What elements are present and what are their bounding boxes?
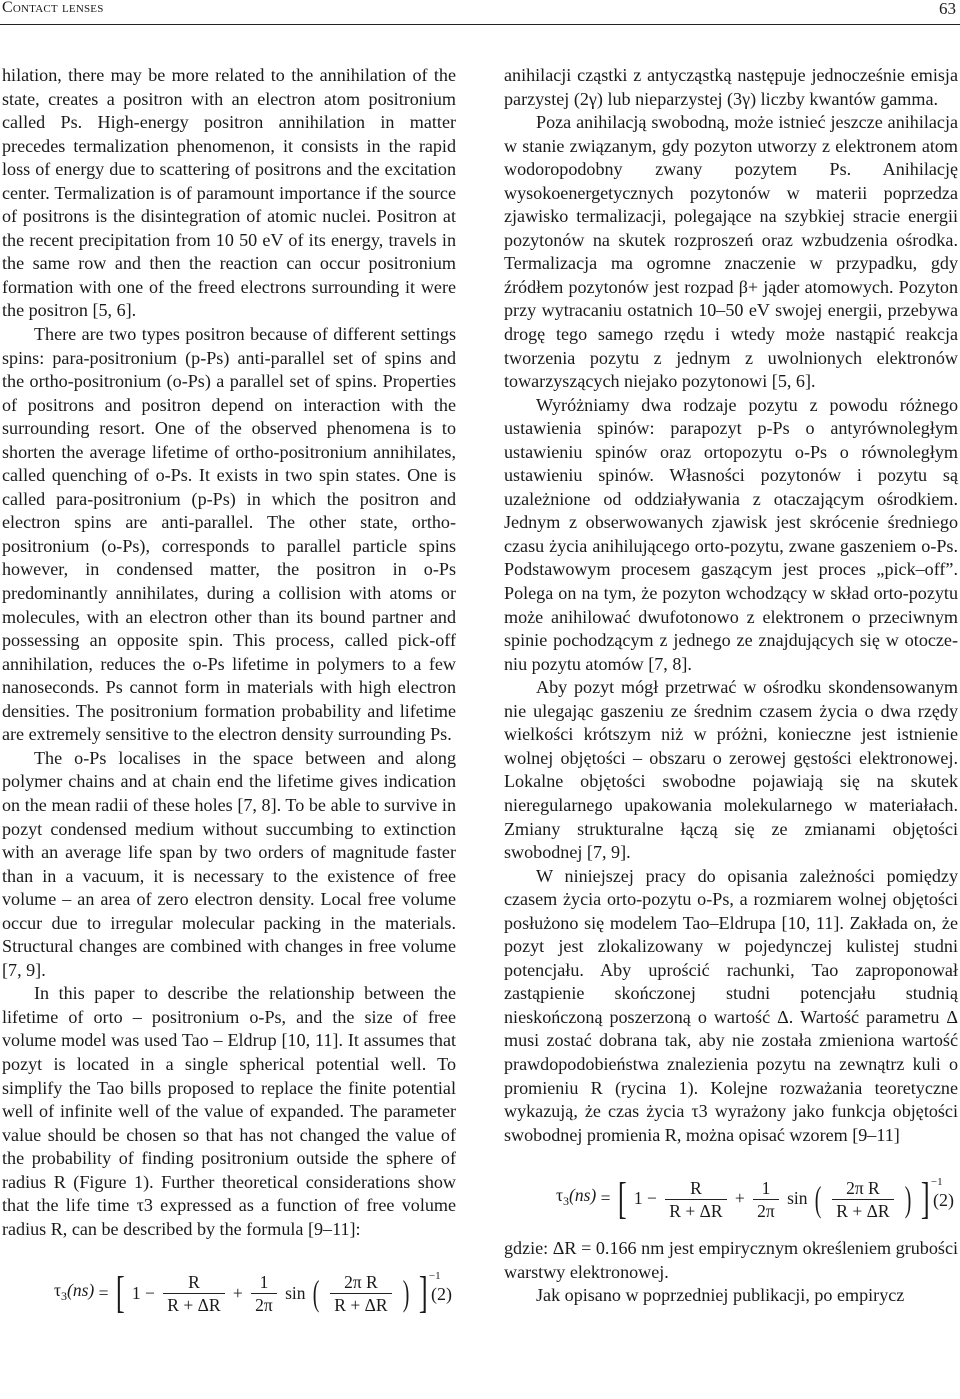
eq-left-paren: (: [312, 1273, 320, 1314]
left-column: [2, 64, 456, 1331]
right-column: [504, 64, 958, 1308]
eq-minus: −: [145, 1282, 155, 1303]
paragraph: gdzie: ΔR = 0.166 nm jest empirycznym określeniem grubości warstwy elektronowej.: [504, 1238, 958, 1282]
eq-one: 1: [131, 1282, 141, 1303]
paragraph: In this paper to describe the relationship between the lifetime of orto – positronium o-Ps, and the size of free volume model was used Tao – Eldrup [10, 11]. It assumes that pozyt is located in a single spherical potential well. To simplify the Tao bills proposed to replace the finite potential well of infinite well of the value of expanded. The parameter value should be chosen so that has not changed the value of the probability of finding positronium outside the sphere of radius R (Figure 1). Further theoretical considerations show that the life time τ3 expressed as a function of free volume radius R, can be described by the formula [9–11]:: [2, 983, 456, 1239]
header-rule: [0, 24, 960, 25]
eq-fraction-1: $\frac{R}{R + \Delta R}$: [163, 1272, 224, 1315]
equation-number: (2): [933, 1190, 954, 1211]
eq-left-bracket: [: [617, 1174, 627, 1224]
eq-exponent: −1: [930, 1176, 943, 1189]
page-number: 63: [939, 0, 956, 18]
eq-right-paren: ): [904, 1179, 912, 1220]
page-header: [0, 0, 960, 22]
paragraph: Wyróżniamy dwa rodzaje pozytu z powodu różnego ustawienia spinów: parapozyt p-Ps o antyrównoległym ustawieniu spinów oraz ortopozytu o-Ps o równoległym ustawieniu spinów. Własności pozytonów i pozytu są uzależnione od oddziaływania z otaczającym ośrodkiem. Jednym z obserwowanych zjawisk jest skrócenie średniego czasu życia anihilującego orto-pozytu, zwane gaszeniem o-Ps. Podstawowym procesem gaszącym jest proces „pick–off”. Polega on na tym, że pozyton wchodzący w skład orto-pozytu może anihilować dwufotonowo z elektronem o przeciwnym spinie pochodzącym z jednego ze znajdujących się w otoczeniu pozytu atomów [7, 8].: [504, 394, 958, 674]
paragraph: Poza anihilacją swobodną, może istnieć jeszcze anihilacja w stanie związanym, gdy pozyton utworzy z elektronem atom wodoropodobny zwany pozytem Ps. Anihilację wysokoenergetycznych pozytonów w materii poprzedza zjawisko termalizacji, polegające na szybkiej stracie energii pozytonów na skutek rozproszeń oraz wzbudzenia ośrodka. Termalizacja ma ogromne znaczenie w przypadku, gdy źródłem pozytonów jest rozpad β+ jąder atomowych. Pozyton przy wytracaniu ostatnich 10–50 eV swojej energii, przebywa drogę tego samego rzędu i wtedy może nastąpić reakcja tworzenia pozytu z jednym z uwolnionych elektronów towarzyszących niejako pozytonowi [5, 6].: [504, 112, 958, 392]
eq-fraction-2: $\frac{1}{2\pi}$: [251, 1272, 277, 1315]
eq-sin: sin: [787, 1188, 808, 1209]
eq-left-paren: (: [814, 1179, 822, 1220]
eq-plus: +: [232, 1282, 243, 1303]
eq-fraction-3: $\frac{\text{2π R}}{R + \Delta R}$: [330, 1272, 391, 1315]
eq-sin: sin: [285, 1282, 306, 1303]
paragraph: The o-Ps localises in the space between and along polymer chains and at chain end the lifetime gives indication on the mean radii of these holes [7, 8]. To be able to survive in pozyt condensed medium without succumbing to extinction with an average life span by two orders of magnitude faster than in a vacuum, it is necessary to the existence of free volume – an area of zero electron density. Local free volume occur due to irregular molecular packing in the materials. Structural changes are combined with changes in free volume [7, 9].: [2, 747, 456, 980]
eq-right-bracket: ]: [921, 1174, 930, 1224]
eq-exponent: −1: [428, 1270, 441, 1283]
equation-number: (2): [431, 1284, 452, 1305]
paragraph: hilation, there may be more related to the annihilation of the state, creates a positron with an electron atom positronium called Ps. High-energy positron annihilation in matter precedes termalization phenomenon, it consists in the rapid loss of energy due to scattering of positrons and the excitation center. Termalization is of paramount importance if the source of positrons is the disintegration of atomic nuclei. Positron at the recent precipitation from 10 50 eV of its energy, travels in the same row and then the reaction can occur positronium formation with one of the freed electrons surrounding it were the positron [5, 6].: [2, 65, 456, 321]
running-title: Contact lenses: [2, 0, 104, 16]
paragraph: W niniejszej pracy do opisania zależności pomiędzy czasem życia orto-pozytu o-Ps, a rozmiarem wolnej objętości posłużono się modelem Tao–Eldrupa [10, 11]. Zakłada on, że pozyt jest zlokalizowany w pojedynczej kulistej studni potencjału. Aby uprościć rachunki, Tao zaproponował zastąpienie skończonej studni potencjału studnią nieskończoną poszerzoną o wartość Δ. Wartość parametru Δ musi zostać dobrana tak, aby nie została zmieniona wartość prawdopodobieństwa znalezienia pozytu na zewnątrz kuli o promieniu R (rycina 1). Kolejne rozważania teoretyczne wykazują, że czas życia τ3 wyrażony jako funkcja objętości swobodnej promienia R, można opisać wzorem [9–11]: [504, 865, 958, 1145]
eq-right-paren: ): [402, 1273, 410, 1314]
eq-fraction-2: $\frac{1}{2\pi}$: [753, 1178, 779, 1221]
eq-right-bracket: ]: [419, 1268, 428, 1318]
eq-minus: −: [647, 1188, 657, 1209]
eq-fraction-1: $\frac{R}{R + \Delta R}$: [665, 1178, 726, 1221]
paragraph: Jak opisano w poprzedniej publikacji, po empirycz: [536, 1285, 905, 1306]
eq-left-bracket: [: [115, 1268, 125, 1318]
eq-fraction-3: $\frac{\text{2π R}}{R + \Delta R}$: [832, 1178, 893, 1221]
eq-lhs: $\tau_3(ns)$: [54, 1279, 95, 1303]
eq-one: 1: [633, 1188, 643, 1209]
eq-equals: =: [600, 1188, 611, 1209]
paragraph: anihilacji cząstki z antycząstką następuje jednocześnie emisja parzystej (2γ) lub nieparzystej (3γ) liczby kwantów gamma.: [504, 65, 958, 109]
equation-2-polish: [504, 1165, 958, 1231]
eq-equals: =: [98, 1282, 109, 1303]
equation-2-english: [2, 1259, 456, 1325]
paragraph: Aby pozyt mógł przetrwać w ośrodku skondensowanym nie ulegając gaszeniu ze średnim czasem życia o dwa rzędy wielkości krótszym niż w próżni, konieczne jest istnienie wolnej objętości – obszaru o zerowej gęstości elektronowej. Lokalne objętości swobodne pojawiają się na skutek nieregularnego upakowania molekularnego w materiałach. Zmiany strukturalne łączą się ze zmianami objętości swobodnej [7, 9].: [504, 677, 958, 863]
eq-plus: +: [734, 1188, 745, 1209]
paragraph: There are two types positron because of different settings spins: para-positronium (p-Ps) anti-parallel set of spins and the ortho-positronium (o-Ps) a parallel set of spins. Properties of positrons and positron depend on interaction with the surrounding resort. One of the observed phenomena is to shorten the average lifetime of ortho-positronium annihilates, called quenching of o-Ps. It exists in two spin states. One is called para-positronium (p-Ps) in which the positron and electron spins are anti-parallel. The other state, ortho-positronium (o-Ps), corresponds to parallel particle spins however, in condensed matter, the positron in o-Ps predominantly annihilates, during a collision with atoms or molecules, with an electron other than its bound partner and possessing an opposite spin. This process, called pick-off annihilation, reduces the o-Ps lifetime in polymers to a few nanoseconds. Ps cannot form in materials with high electron densities. The positronium formation probability and lifetime are extremely sensitive to the electron density surrounding Ps.: [2, 324, 456, 745]
eq-lhs: $\tau_3(ns)$: [556, 1185, 597, 1209]
